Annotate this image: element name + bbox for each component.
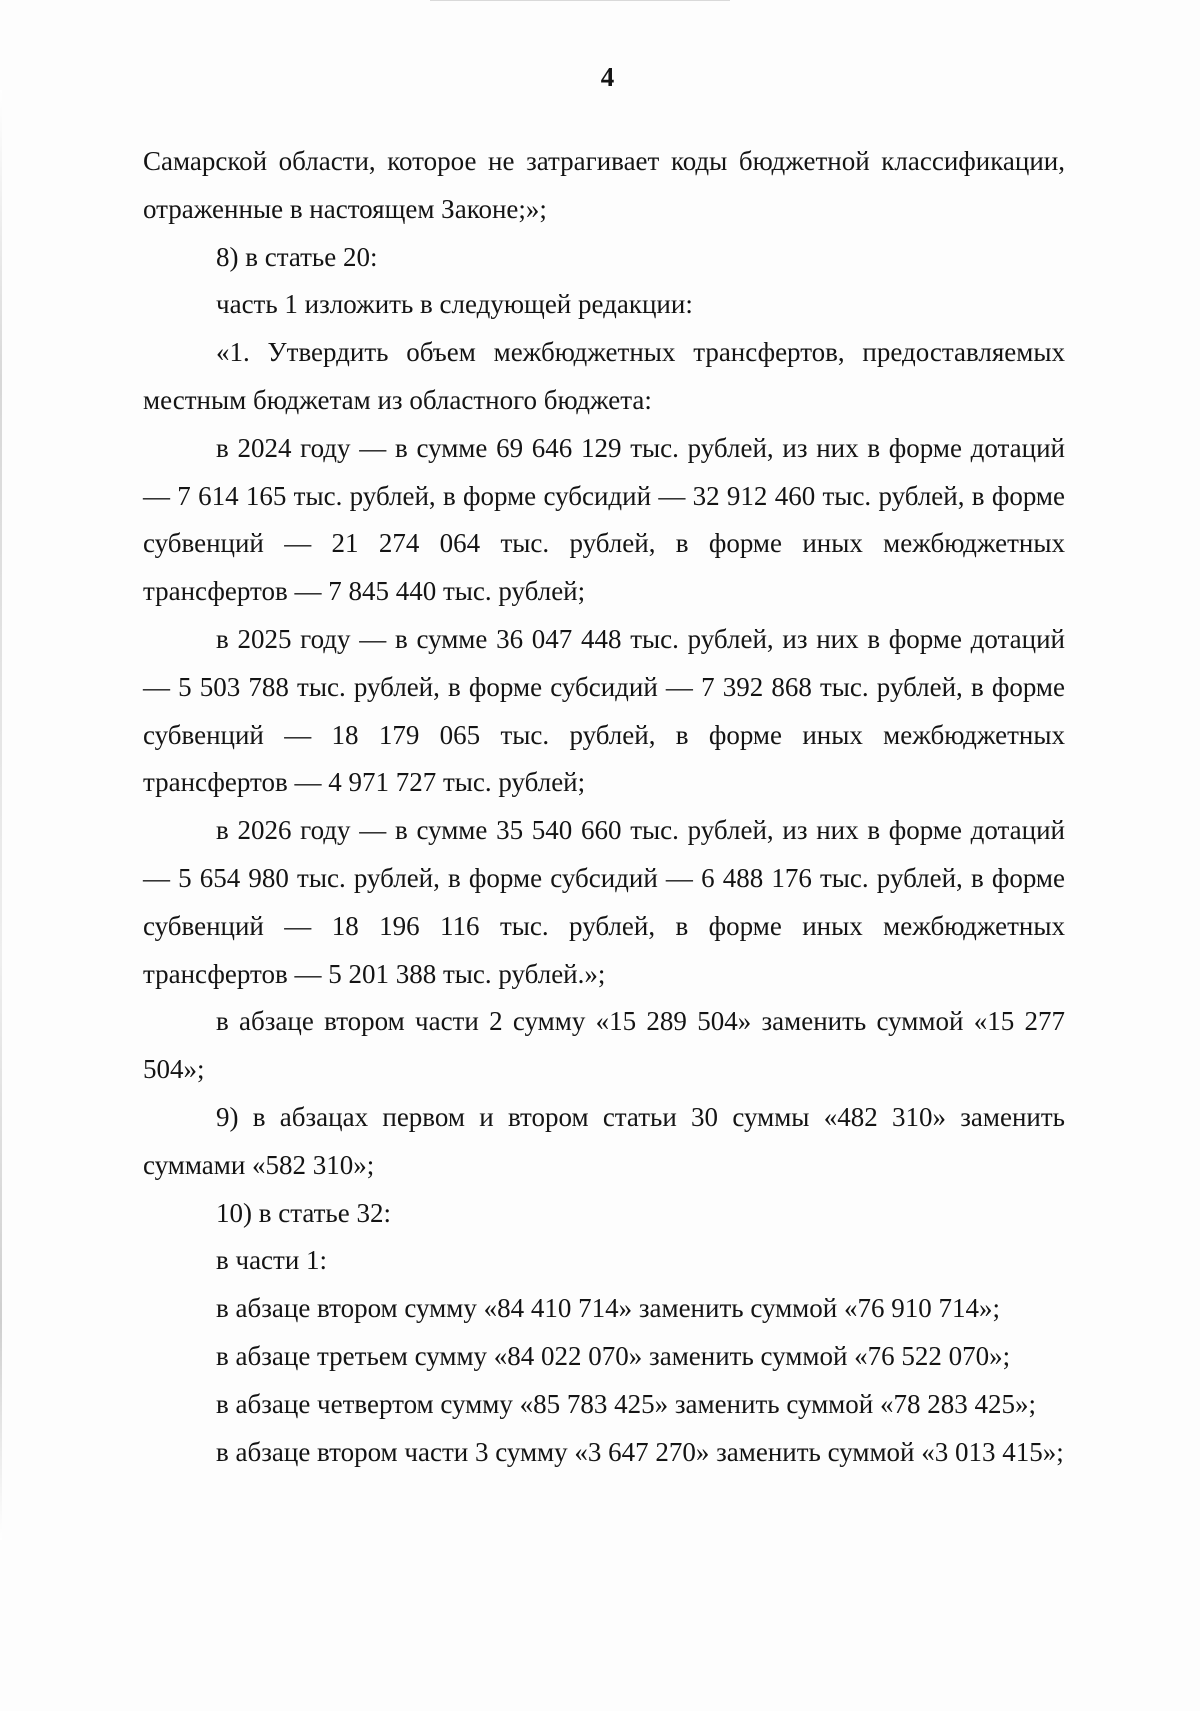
paragraph-continuation: Самарской области, которое не затрагивает коды бюджетной классификации, отраженные в настоящем Законе;»; xyxy=(143,146,1065,224)
paragraph-item-8: 8) в статье 20: xyxy=(216,241,378,272)
paragraph-part-2-amendment: в абзаце втором части 2 сумму «15 289 504» заменить суммой «15 277 504»; xyxy=(143,1006,1065,1085)
scan-edge-top xyxy=(430,0,730,1)
paragraph-item-9: 9) в абзацах первом и втором статьи 30 суммы «482 310» заменить суммами «582 310»; xyxy=(143,1101,1065,1180)
paragraph-abzac-3: в абзаце третьем сумму «84 022 070» заменить суммой «76 522 070»; xyxy=(216,1340,1011,1371)
paragraph-abzac-4: в абзаце четвертом сумму «85 783 425» заменить суммой «78 283 425»; xyxy=(216,1388,1036,1419)
paragraph-part-1-label: в части 1: xyxy=(216,1245,328,1276)
paragraph-year-2026: в 2026 году — в сумме 35 540 660 тыс. рублей, из них в форме дотаций — 5 654 980 тыс. рублей, в форме субсидий — 6 488 176 тыс. рублей, в форме субвенций — 18 196 116 тыс. рублей, в форме иных межбюджетных трансфертов — 5 201 388 тыс. рублей.»; xyxy=(143,815,1065,989)
paragraph-part-1-intro: часть 1 изложить в следующей редакции: xyxy=(216,289,693,320)
paragraph-part-3-amendment: в абзаце втором части 3 сумму «3 647 270» заменить суммой «3 013 415»; xyxy=(216,1436,1064,1467)
paragraph-transfers-approve: «1. Утвердить объем межбюджетных трансфертов, предоставляемых местным бюджетам из областного бюджета: xyxy=(143,337,1065,415)
paragraph-year-2025: в 2025 году — в сумме 36 047 448 тыс. рублей, из них в форме дотаций — 5 503 788 тыс. рублей, в форме субсидий — 7 392 868 тыс. рублей, в форме субвенций — 18 179 065 тыс. рублей, в форме иных межбюджетных трансфертов — 4 971 727 тыс. рублей; xyxy=(143,623,1065,798)
paragraph-year-2024: в 2024 году — в сумме 69 646 129 тыс. рублей, из них в форме дотаций — 7 614 165 тыс. рублей, в форме субсидий — 32 912 460 тыс. рублей, в форме субвенций — 21 274 064 тыс. рублей, в форме иных межбюджетных трансфертов — 7 845 440 тыс. рублей; xyxy=(143,432,1065,607)
document-body xyxy=(143,138,1065,1476)
paragraph-item-10: 10) в статье 32: xyxy=(216,1197,391,1228)
scan-edge-left xyxy=(0,90,2,1540)
page-number: 4 xyxy=(600,62,615,92)
paragraph-abzac-2: в абзаце втором сумму «84 410 714» заменить суммой «76 910 714»; xyxy=(216,1293,1000,1324)
